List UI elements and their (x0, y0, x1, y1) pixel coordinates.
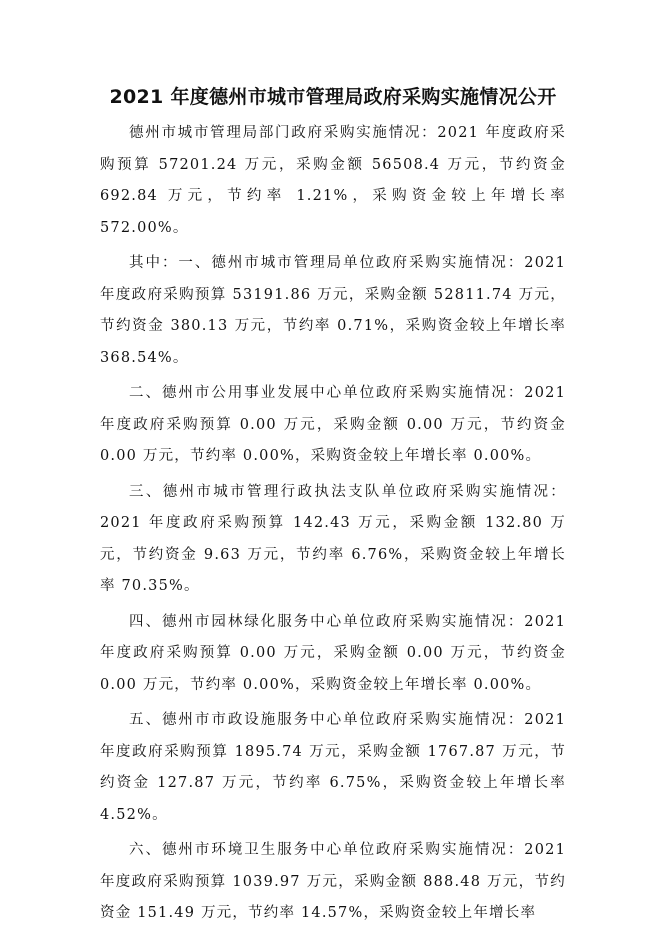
paragraph-unit-4: 四、德州市园林绿化服务中心单位政府采购实施情况：2021 年度政府采购预算 0.00 万元，采购金额 0.00 万元，节约资金 0.00 万元，节约率 0.00%，采购资金较上年增长率 0.00%。 (100, 613, 566, 693)
document-title: 2021 年度德州市城市管理局政府采购实施情况公开 (109, 86, 557, 108)
paragraph-unit-3: 三、德州市城市管理行政执法支队单位政府采购实施情况：2021 年度政府采购预算 142.43 万元，采购金额 132.80 万元，节约资金 9.63 万元，节约率 6.76%，采购资金较上年增长率 70.35%。 (100, 483, 566, 594)
paragraph-unit-1: 其中：一、德州市城市管理局单位政府采购实施情况：2021 年度政府采购预算 53191.86 万元，采购金额 52811.74 万元，节约资金 380.13 万元，节约率 0.71%，采购资金较上年增长率 368.54%。 (100, 255, 566, 366)
paragraph-unit-6: 六、德州市环境卫生服务中心单位政府采购实施情况：2021 年度政府采购预算 1039.97 万元，采购金额 888.48 万元，节约资金 151.49 万元，节约率 14.57%，采购资金较上年增长率 (100, 842, 566, 921)
paragraph-summary: 德州市城市管理局部门政府采购实施情况：2021 年度政府采购预算 57201.24 万元，采购金额 56508.4 万元，节约资金 692.84 万元，节约率 1.21%，采购资金较上年增长率 572.00%。 (100, 125, 566, 236)
paragraph-unit-5: 五、德州市市政设施服务中心单位政府采购实施情况：2021 年度政府采购预算 1895.74 万元，采购金额 1767.87 万元，节约资金 127.87 万元，节约率 6.75%，采购资金较上年增长率 4.52%。 (100, 712, 566, 823)
paragraph-unit-2: 二、德州市公用事业发展中心单位政府采购实施情况：2021 年度政府采购预算 0.00 万元，采购金额 0.00 万元，节约资金 0.00 万元，节约率 0.00%，采购资金较上年增长率 0.00%。 (100, 385, 566, 464)
